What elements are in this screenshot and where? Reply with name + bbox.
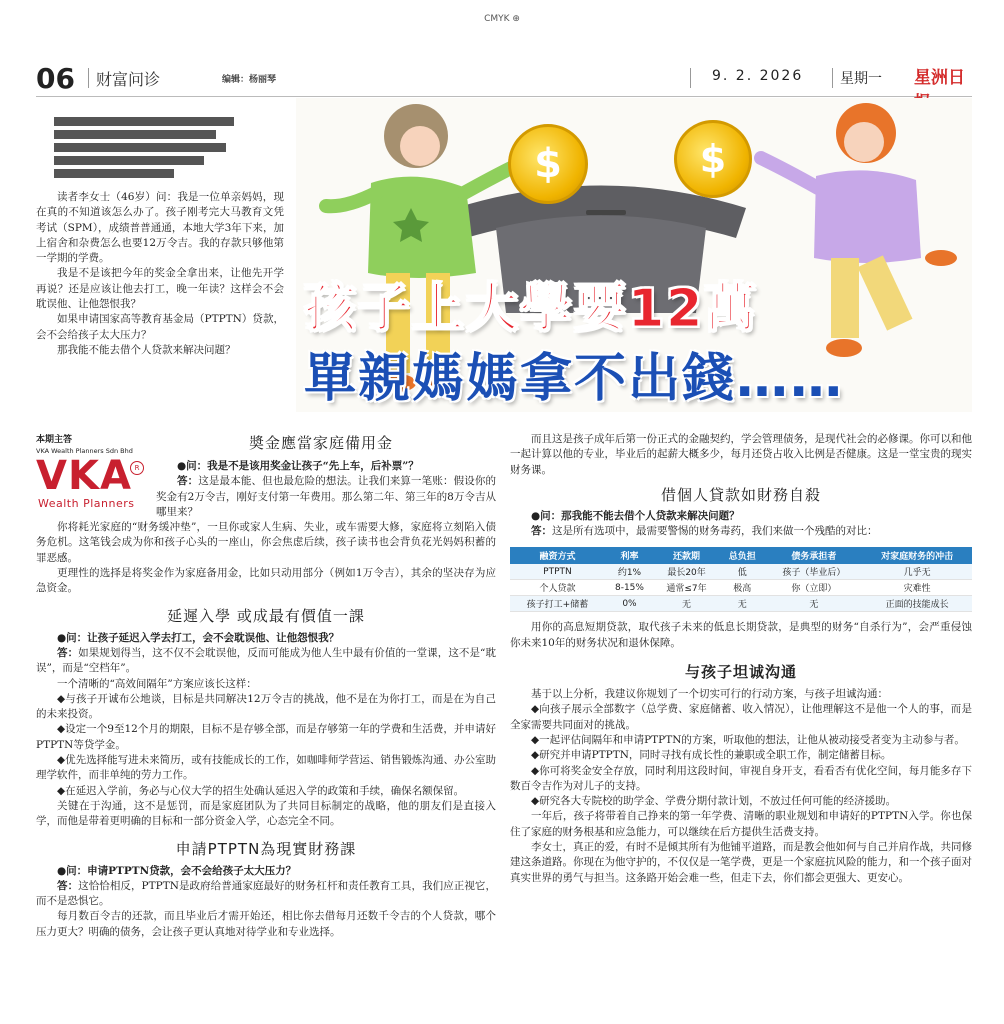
list-item: ◆一起评估间隔年和申请PTPTN的方案，听取他的想法，让他从被动接受者变为主动参与者。 [531, 733, 965, 746]
section-heading: 奬金應當家庭備用金 [248, 434, 393, 452]
list-item: ◆在延迟入学前，务必与心仪大学的招生处确认延迟入学的政策和手续，确保名额保留。 [57, 784, 465, 797]
section-heading: 借個人貸款如財務自殺 [660, 485, 821, 504]
table-header: 总负担 [719, 547, 765, 564]
section-heading: 延遲入學 或成最有價值一課 [167, 606, 365, 625]
letter-paragraph: 读者李女士（46岁）问：我是一位单亲妈妈，现在真的不知道该怎么办了。孩子刚考完大马教育文凭考试（SPM），成绩普普通通，本地大学3年下来，加上宿舍和杂费怎么也要12万令吉。我的存款只够他第一学期的学费。 [36, 191, 284, 265]
list-item: ◆与孩子开诚布公地谈，目标是共同解决12万令吉的挑战，他不是在为你打工，而是在为自己的未来投资。 [36, 692, 496, 721]
answer-text: 这是最本能、但也最危险的想法。让我们来算一笔账：假设你的奖金有2万令吉，刚好支付第一年费用。那么第二年、第三年的8万令吉从哪里来？ [156, 475, 497, 518]
section-name: 财富问诊 [96, 70, 161, 89]
table-header: 对家庭财务的冲击 [862, 547, 972, 564]
table-header: 利率 [605, 547, 654, 564]
question: ●问：那我能不能去借个人贷款来解决问题？ [531, 509, 740, 522]
hero-illustration [296, 98, 972, 412]
paragraph: 李女士，真正的爱，有时不是倾其所有为他铺平道路，而是教会他如何与自己并肩作战，共同修建这条道路。你现在为他守护的，不仅仅是一笔学费，更是一个家庭抗风险的能力，和一个孩子面对真实世界的勇气与担当。这条路开始会难一些，但走下去，你们都会更强大、更安心。 [510, 841, 972, 884]
reader-letter [36, 190, 284, 358]
paragraph: 更理性的选择是将奖金作为家庭备用金，比如只动用部分（例如1万令吉），其余的坚决存为应急资金。 [36, 567, 496, 595]
table-header: 还款期 [654, 547, 719, 564]
issue-date: 9. 2. 2026 [712, 68, 804, 84]
letter-paragraph: 如果申请国家高等教育基金局（PTPTN）贷款，会不会给孩子太大压力？ [36, 313, 284, 341]
list-item: ◆研究并申请PTPTN，同时寻找有成长性的兼职或全职工作，制定储蓄目标。 [531, 749, 892, 762]
masthead [36, 60, 972, 97]
answer-text: 如果规划得当，这不仅不会耽误他，反而可能成为他人生中最有价值的一堂课，这不是“耽误”，而是“空档年”。 [36, 646, 496, 675]
paragraph: 基于以上分析，我建议你规划了一个切实可行的行动方案，与孩子坦诚沟通： [531, 688, 888, 701]
list-item: ◆设定一个9至12个月的期限，目标不是存够全部，而是存够第一年的学费和生活费，并申请好PTPTN等贷学金。 [36, 723, 496, 751]
table-row: 孩子打工+储蓄 0% 无 无 无 正面的技能成长 [510, 596, 972, 612]
question: ●问：让孩子延迟入学去打工，会不会耽误他、让他怨恨我？ [57, 631, 340, 644]
section-heading: 申請PTPTN為現實財務課 [175, 839, 357, 858]
section-heading: 与孩子坦诚沟通 [684, 663, 797, 682]
list-item: ◆优先选择能写进未来简历，或有技能成长的工作，如咖啡师学营运、销售锻炼沟通、办公室助理学软件，而非单纯的劳力工作。 [36, 754, 496, 782]
article-column-left: 奬金應當家庭備用金 ●问：我是不是该用奖金让孩子“先上车，后补票”？ 答：这是最本能、但也最危险的想法。让我们来算一笔账：假设你的奖金有2万令吉，刚好支付第一年费用。那么第二年、第三年的8万令吉从哪里来？ 你将耗光家庭的“财务缓冲垫”，一旦你或家人生病、失业，或车需要大修，家庭将立刻陷入债务危机。这笔钱会成为你和孩子心头的一座山，你会焦虑后续，孩子读书也会背负花光妈妈积蓄的罪恶感。 更理性的选择是将奖金作为家庭备用金，比如只动用部分（例如1万令吉），其余的坚决存为应急资金。 延遲入學 或成最有價值一課 ●问：让孩子延迟入学去打工，会不会耽误他、让他怨恨我？ 答：如果规划得当，这不仅不会耽误他，反而可能成为他人生中最有价值的一堂课，这不是“耽误”，而是“空档年”。 一个清晰的“高效间隔年”方案应该长这样： ◆与孩子开诚布公地谈，目标是共同解决12万令吉的挑战，他不是在为你打工，而是在为自己的未来投资。 ◆设定一个9至12个月的期限，目标不是存够全部，而是存够第一年的学费和生活费，并申请好PTPTN等贷学金。 ◆优先选择能写进未来简历，或有技能成长的工作，如咖啡师学营运、销售锻炼沟通、办公室助理学软件，而非单纯的劳力工作。 ◆在延迟入学前，务必与心仪大学的招生处确认延迟入学的政策和手续，确保名额保留。 关键在于沟通，这不是惩罚，而是家庭团队为了共同目标制定的战略，他的朋友们是直接入学，而他是带着更明确的目标和一部分资金入学，心态完全不同。 申請PTPTN為現實財務課 ●问：申请PTPTN贷款，会不会给孩子太大压力？ 答：这恰恰相反，PTPTN是政府给普通家庭最好的财务杠杆和责任教育工具，我们应正视它，而不是恐惧它。 每月数百令吉的还款，而且毕业后才需开始还，相比你去借每月还数千令吉的个人贷款，哪个压力更大？明确的债务，会让孩子更认真地对待学业和专业选择。 [36, 432, 496, 940]
list-item: ◆你可将奖金安全存放，同时利用这段时间，审视自身开支，看看否有优化空间，每月能多存下数百令吉作为对儿子的支持。 [510, 764, 972, 792]
weekday: 星期一 [840, 71, 882, 87]
paragraph: 一年后，孩子将带着自己挣来的第一年学费、清晰的职业规划和申请好的PTPTN入学。你也保住了家庭的财务根基和应急能力，可以继续在后方提供生活费支持。 [510, 810, 972, 838]
answer-text: 这恰恰相反，PTPTN是政府给普通家庭最好的财务杠杆和责任教育工具，我们应正视它，而不是恐惧它。 [36, 879, 496, 908]
article-column-right: 而且这是孩子成年后第一份正式的金融契约，学会管理债务，是现代社会的必修课。你可以和他一起计算以他的专业，毕业后的起薪大概多少，每月还贷占收入比例是否健康。这是一堂宝贵的现实财务课。 借個人貸款如財務自殺 ●问：那我能不能去借个人贷款来解决问题？ 答：这是所有选项中，最需要警惕的财务毒药，我们来做一个残酷的对比： 融资方式 利率 还款期 总负担 债务承担者 对家庭财务的冲击 PTPTN 约1% 最长20年 低 孩子（毕业后） 几乎无 个人贷款 8-15% 通常≤7年 极高 你（立即） 灾难性 孩子打工+储蓄 0% 无 无 无 正面的技能成长 用你的高息短期贷款，取代孩子未来的低息长期贷款，是典型的财务“自杀行为”，会严重侵蚀你未来10年的财务状况和退休保障。 与孩子坦诚沟通 基于以上分析，我建议你规划了一个切实可行的行动方案，与孩子坦诚沟通： ◆向孩子展示全部数字（总学费、家庭储蓄、收入情况），让他理解这不是他一个人的事，而是全家需要共同面对的挑战。 ◆一起评估间隔年和申请PTPTN的方案，听取他的想法，让他从被动接受者变为主动参与者。 ◆研究并申请PTPTN，同时寻找有成长性的兼职或全职工作，制定储蓄目标。 ◆你可将奖金安全存放，同时利用这段时间，审视自身开支，看看否有优化空间，每月能多存下数百令吉作为对儿子的支持。 ◆研究各大专院校的助学金、学费分期付款计划，不放过任何可能的经济援助。 一年后，孩子将带着自己挣来的第一年学费、清晰的职业规划和申请好的PTPTN入学。你也保住了家庭的财务根基和应急能力，可以继续在后方提供生活费支持。 李女士，真正的爱，有时不是倾其所有为他铺平道路，而是教会他如何与自己并肩作战，共同修建这条道路。你现在为他守护的，不仅仅是一笔学费，更是一个家庭抗风险的能力，和一个孩子面对真实世界的勇气与担当。这条路开始会难一些，但走下去，你们都会更强大、更安心。 [510, 432, 972, 886]
paragraph: 每月数百令吉的还款，而且毕业后才需开始还，相比你去借每月还数千令吉的个人贷款，哪个压力更大？明确的债务，会让孩子更认真地对待学业和专业选择。 [36, 910, 496, 938]
coin-icon: $ [508, 124, 588, 204]
headline-line-1: 孩子上大學要12萬 [304, 279, 759, 339]
vka-logo: VKA R Wealth Planners [36, 457, 150, 513]
question: ●问：我是不是该用奖金让孩子“先上车，后补票”？ [177, 460, 419, 472]
coin-icon: $ [674, 120, 752, 198]
paragraph: 你将耗光家庭的“财务缓冲垫”，一旦你或家人生病、失业，或车需要大修，家庭将立刻陷入债务危机。这笔钱会成为你和孩子心头的一座山，你会焦虑后续，孩子读书也会背负花光妈妈积蓄的罪恶感。 [36, 521, 496, 564]
answer-text: 这是所有选项中，最需要警惕的财务毒药，我们来做一个残酷的对比： [552, 525, 878, 538]
paragraph: 而且这是孩子成年后第一份正式的金融契约，学会管理债务，是现代社会的必修课。你可以和他一起计算以他的专业，毕业后的起薪大概多少，每月还贷占收入比例是否健康。这是一堂宝贵的现实财务课。 [510, 433, 972, 476]
list-item: ◆向孩子展示全部数字（总学费、家庭储蓄、收入情况），让他理解这不是他一个人的事，而是全家需要共同面对的挑战。 [510, 703, 972, 731]
expert-label: 本期主答 [36, 435, 73, 445]
question: ●问：申请PTPTN贷款，会不会给孩子太大压力？ [57, 864, 297, 877]
cmyk-mark: CMYK ⊕ [484, 14, 520, 24]
editor-credit: 编辑：杨丽琴 [222, 75, 277, 85]
table-header: 融资方式 [510, 547, 605, 564]
table-row: PTPTN 约1% 最长20年 低 孩子（毕业后） 几乎无 [510, 564, 972, 580]
page-number: 06 [36, 62, 75, 95]
expert-company: VKA Wealth Planners Sdn Bhd [36, 447, 133, 455]
table-row: 个人贷款 8-15% 通常≤7年 极高 你（立即） 灾难性 [510, 580, 972, 596]
letter-paragraph: 那我能不能去借个人贷款来解决问题？ [57, 343, 236, 356]
redacted-block [54, 117, 244, 179]
letter-paragraph: 我是不是该把今年的奖金全拿出来，让他先开学再说？还是应该让他去打工，晚一年读？这样会不会耽误他、让他怨恨我？ [36, 267, 284, 311]
paper-logo: 星洲日 [914, 68, 965, 88]
paragraph: 关键在于沟通，这不是惩罚，而是家庭团队为了共同目标制定的战略，他的朋友们是直接入学，而他是带着更明确的目标和一部分资金入学，心态完全不同。 [36, 799, 496, 828]
table-header: 债务承担者 [765, 547, 862, 564]
paragraph: 一个清晰的“高效间隔年”方案应该长这样： [57, 677, 257, 690]
comparison-table [510, 547, 972, 612]
list-item: ◆研究各大专院校的助学金、学费分期付款计划，不放过任何可能的经济援助。 [531, 795, 897, 808]
paragraph: 用你的高息短期贷款，取代孩子未来的低息长期贷款，是典型的财务“自杀行为”，会严重侵蚀你未来10年的财务状况和退休保障。 [510, 621, 972, 649]
headline-line-2: 單親媽媽拿不出錢…… [304, 349, 845, 409]
